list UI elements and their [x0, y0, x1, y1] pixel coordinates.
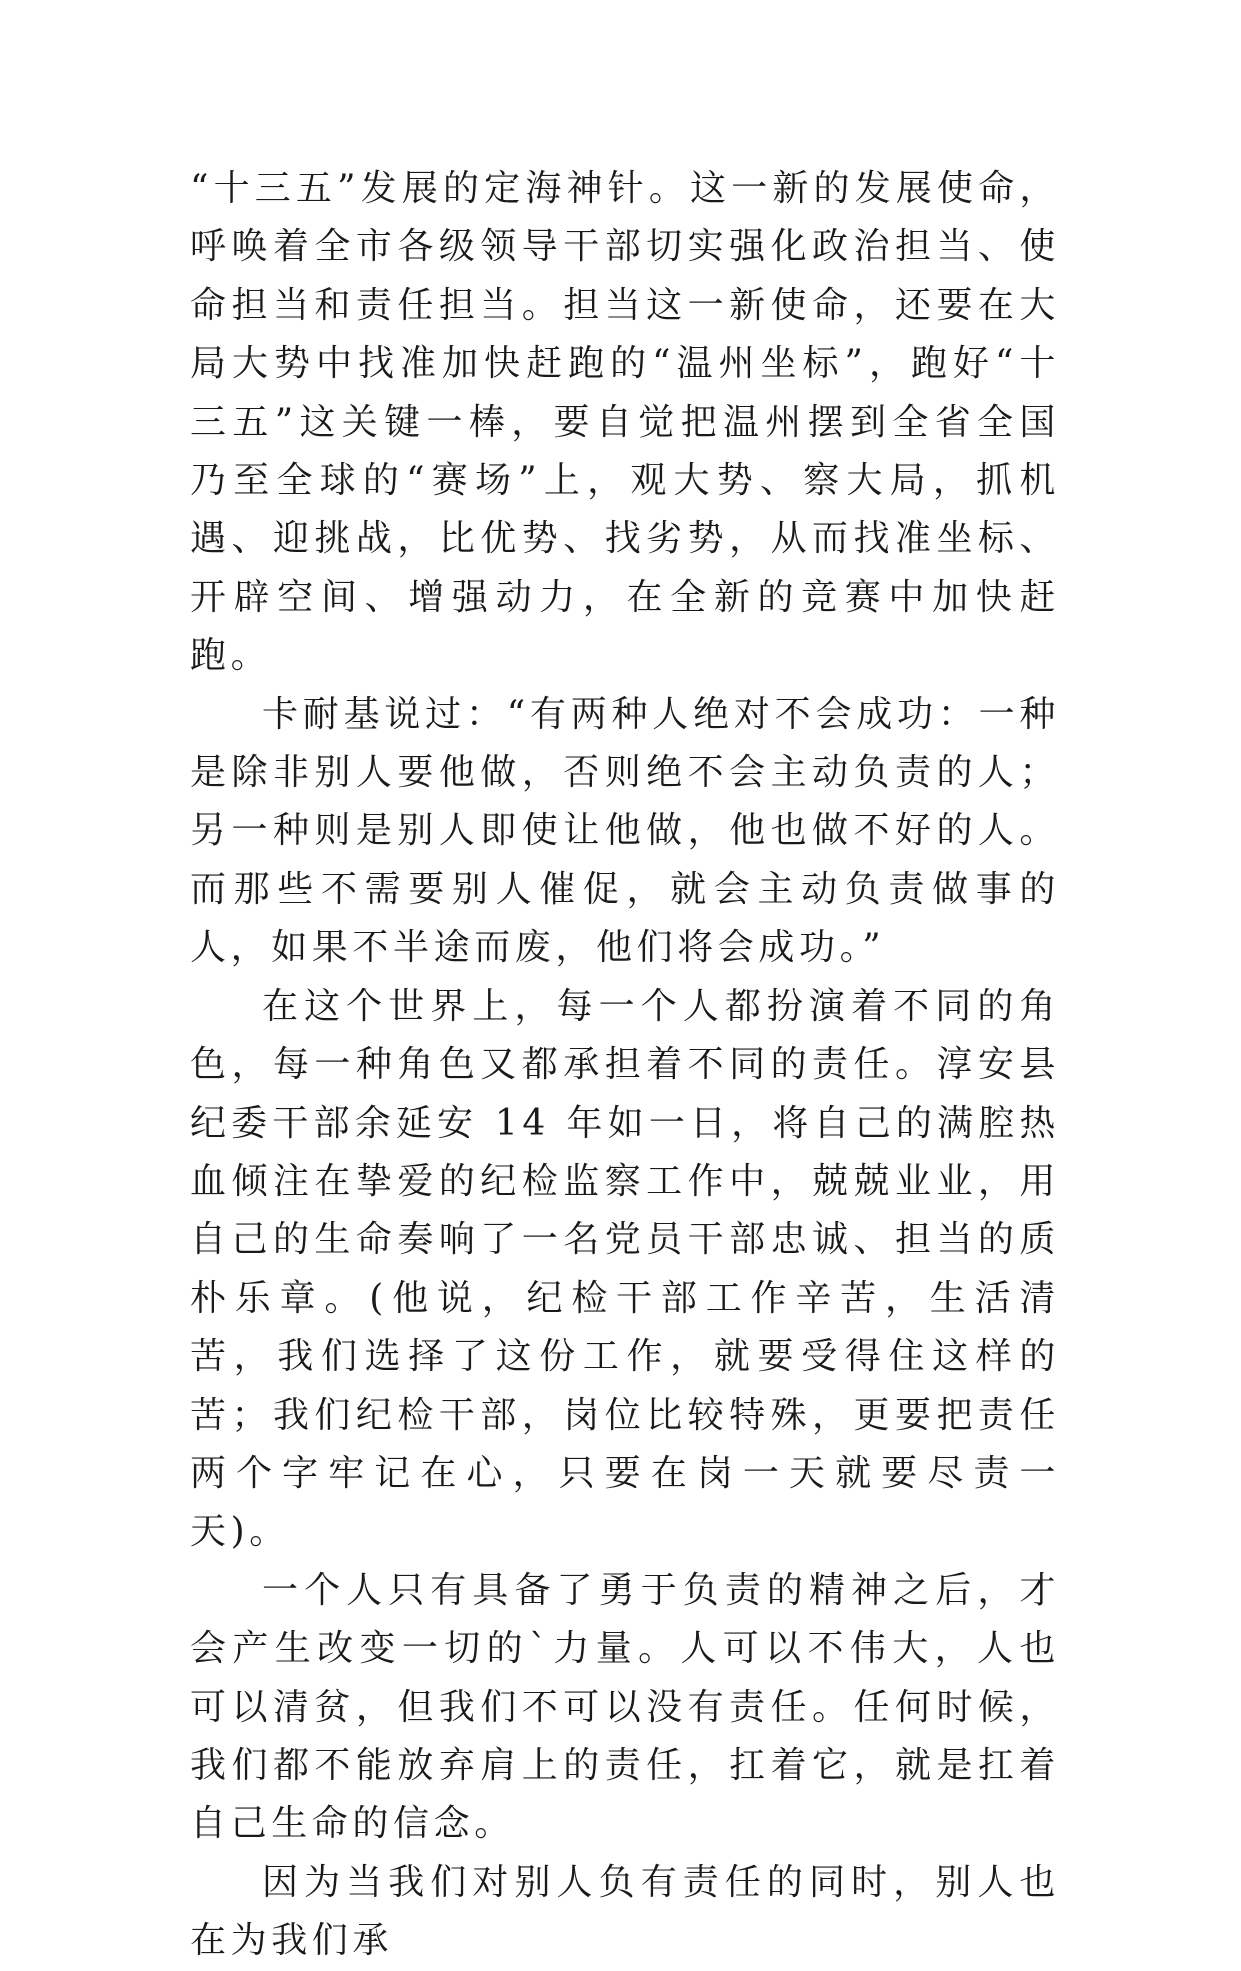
paragraph-5: 因为当我们对别人负有责任的同时，别人也在为我们承	[190, 1861, 1060, 1962]
paragraph-1: “十三五”发展的定海神针。这一新的发展使命，呼唤着全市各级领导干部切实强化政治担当、使命担当和责任担当。担当这一新使命，还要在大局大势中找准加快赶跑的“温州坐标”，跑好“十三五”这关键一棒，要自觉把温州摆到全省全国乃至全球的“赛场”上，观大势、察大局，抓机遇、迎挑战，比优势、找劣势，从而找准坐标、开辟空间、增强动力，在全新的竞赛中加快赶跑。	[190, 168, 1060, 677]
paragraph-2: 卡耐基说过：“有两种人绝对不会成功：一种是除非别人要他做，否则绝不会主动负责的人；另一种则是别人即使让他做，他也做不好的人。而那些不需要别人催促，就会主动负责做事的人，如果不半途而废，他们将会成功。”	[190, 693, 1060, 969]
document-body	[190, 160, 1060, 1971]
paragraph-3: 在这个世界上，每一个人都扮演着不同的角色，每一种角色又都承担着不同的责任。淳安县纪委干部余延安 14 年如一日，将自己的满腔热血倾注在挚爱的纪检监察工作中，兢兢业业，用自己的生命奏响了一名党员干部忠诚、担当的质朴乐章。(他说，纪检干部工作辛苦，生活清苦，我们选择了这份工作，就要受得住这样的苦；我们纪检干部，岗位比较特殊，更要把责任两个字牢记在心，只要在岗一天就要尽责一天)。	[190, 985, 1060, 1553]
paragraph-4: 一个人只有具备了勇于负责的精神之后，才会产生改变一切的`力量。人可以不伟大，人也可以清贫，但我们不可以没有责任。任何时候，我们都不能放弃肩上的责任，扛着它，就是扛着自己生命的信念。	[190, 1569, 1060, 1845]
